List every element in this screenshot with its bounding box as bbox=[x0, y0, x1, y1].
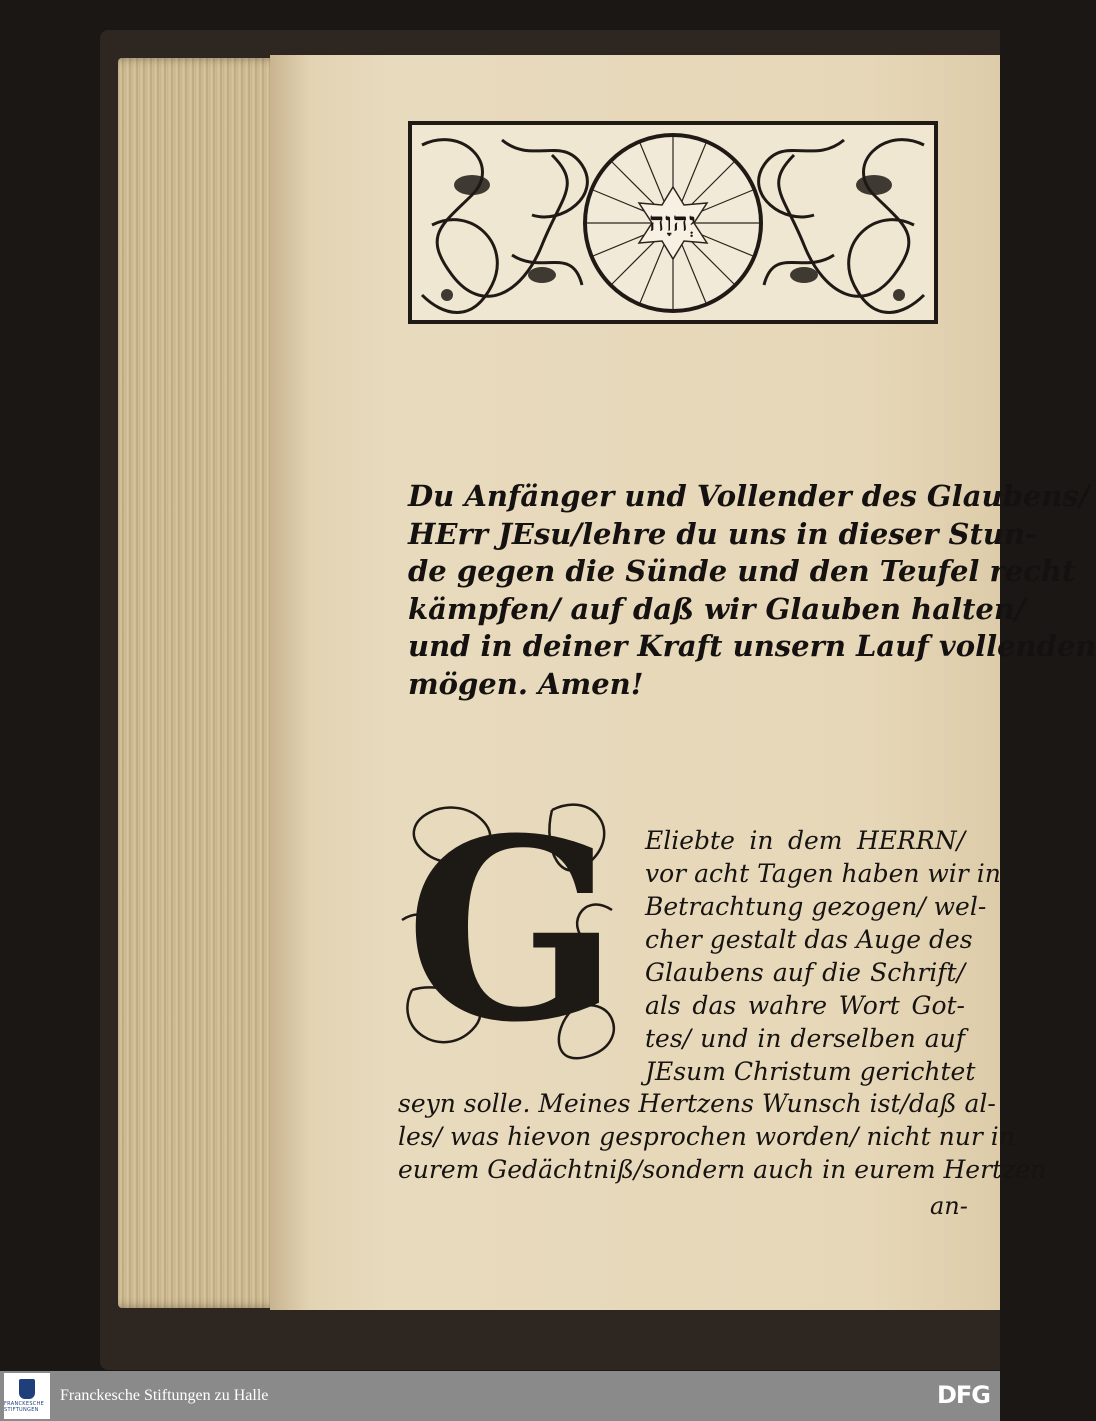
prayer-block bbox=[408, 478, 1096, 703]
sermon-line: les/ was hievon gesprochen worden/ nicht nur in bbox=[398, 1122, 1015, 1151]
footer-title[interactable]: Franckesche Stiftungen zu Halle bbox=[60, 1387, 269, 1404]
sermon-line: Glaubens auf die Schrift/ bbox=[645, 958, 965, 987]
institution-logo[interactable] bbox=[4, 1373, 50, 1419]
sermon-line: cher gestalt das Auge des bbox=[645, 925, 973, 954]
prayer-line: mögen. Amen! bbox=[408, 666, 644, 701]
catchword: an- bbox=[930, 1192, 968, 1220]
sermon-line: tes/ und in derselben auf bbox=[645, 1024, 965, 1053]
prayer-line: Du Anfänger und Vollender des Glaubens/ bbox=[408, 479, 1090, 513]
ornamental-headpiece bbox=[408, 121, 938, 324]
sermon-line: vor acht Tagen haben wir in bbox=[645, 859, 1001, 888]
prayer-line: kämpfen/ auf daß wir Glauben halten/ bbox=[408, 591, 1026, 626]
sermon-line: als das wahre Wort Got- bbox=[645, 991, 965, 1020]
prayer-line: und in deiner Kraft unsern Lauf vollenden bbox=[408, 629, 1096, 663]
page-edges bbox=[118, 58, 288, 1308]
tetragrammaton: יְהוָה bbox=[649, 207, 697, 238]
sermon-line: seyn solle. Meines Hertzens Wunsch ist/daß al- bbox=[398, 1089, 996, 1118]
sermon-line: eurem Gedächtniß/sondern auch in eurem Hertzen bbox=[398, 1155, 1047, 1184]
prayer-line: de gegen die Sünde und den Teufel recht bbox=[408, 554, 1076, 588]
sermon-line: JEsum Christum gerichtet bbox=[645, 1057, 976, 1086]
drop-cap-letter: G bbox=[405, 783, 619, 1077]
dfg-logo[interactable]: DFG bbox=[936, 1381, 990, 1409]
sermon-right-column bbox=[645, 824, 1001, 1088]
emblem-icon bbox=[19, 1379, 35, 1399]
footer-bar bbox=[0, 1371, 1000, 1421]
sermon-line: Eliebte in dem HERRN/ bbox=[645, 826, 965, 855]
sermon-full-width bbox=[398, 1087, 1047, 1186]
logo-text: FRANCKESCHE STIFTUNGEN bbox=[4, 1401, 45, 1413]
prayer-line: HErr JEsu/lehre du uns in dieser Stun- bbox=[408, 516, 1038, 551]
drop-cap bbox=[392, 783, 632, 1077]
sermon-line: Betrachtung gezogen/ wel- bbox=[645, 892, 987, 921]
